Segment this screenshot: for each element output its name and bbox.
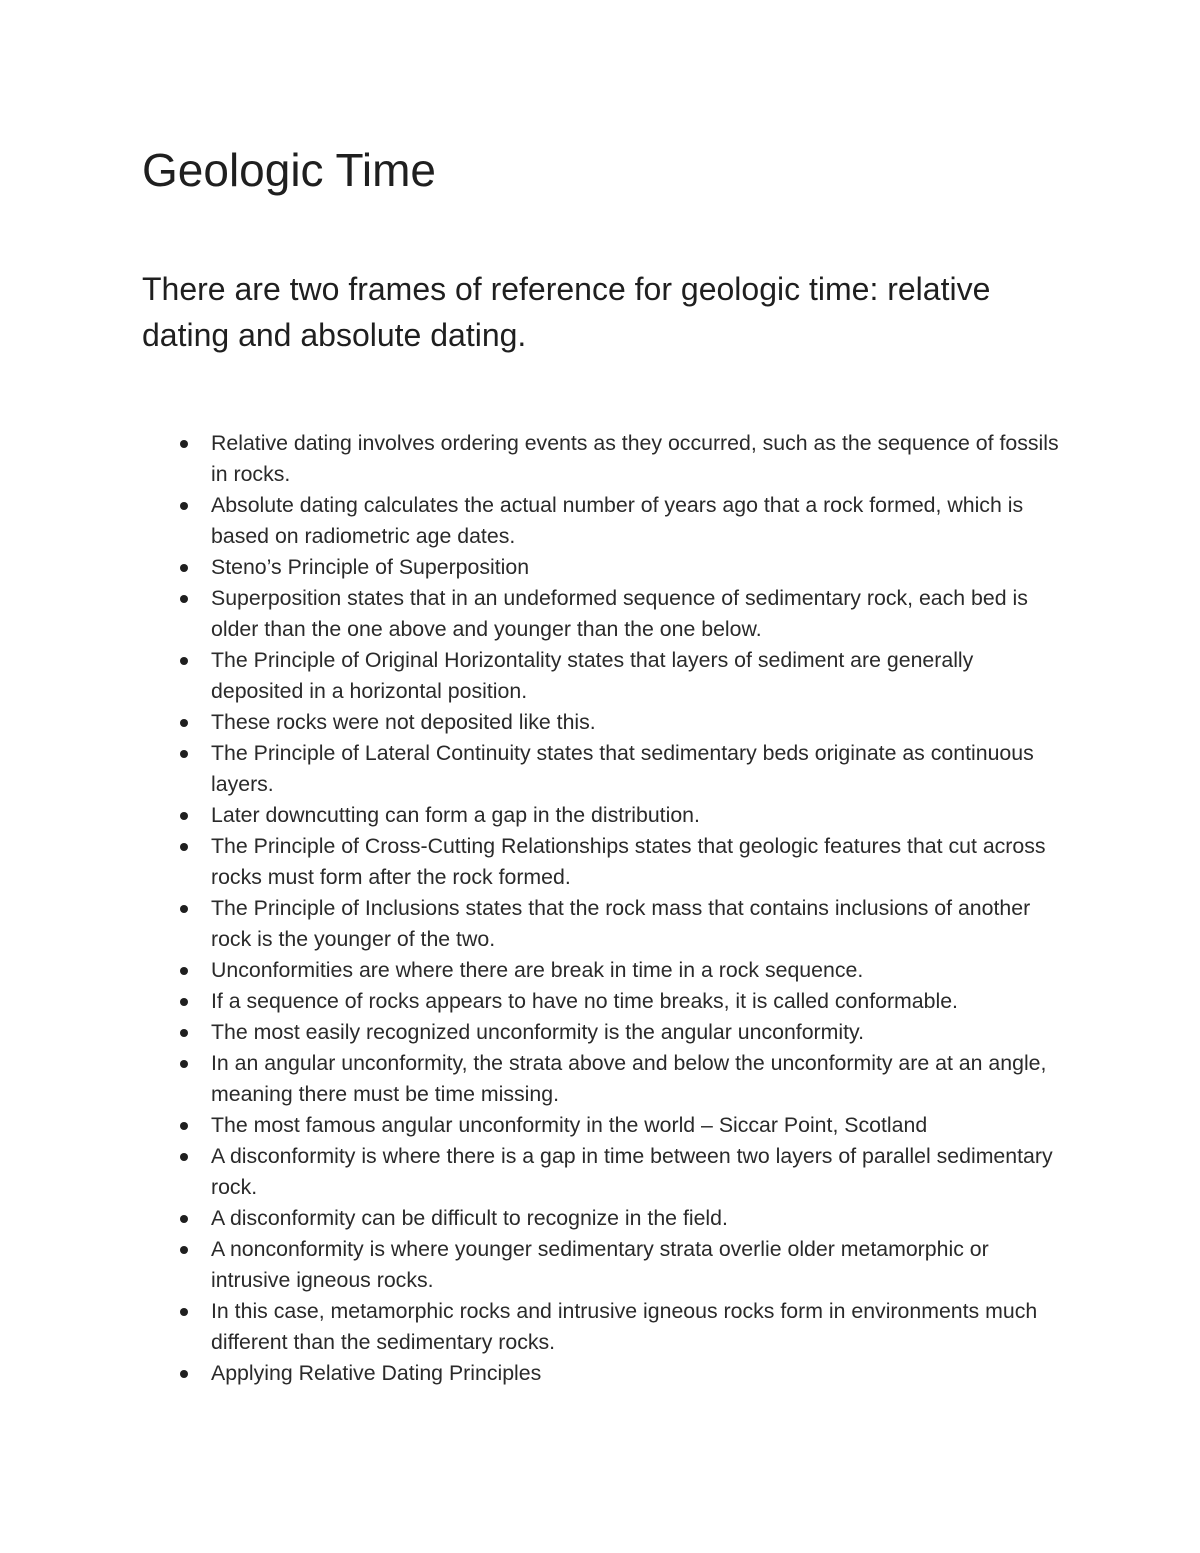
bullet-icon bbox=[180, 750, 188, 758]
bullet-icon bbox=[180, 595, 188, 603]
list-item-text: Absolute dating calculates the actual number of years ago that a rock formed, which is based on radiometric age dates. bbox=[211, 493, 1024, 548]
list-item-text: The most famous angular unconformity in the world – Siccar Point, Scotland bbox=[211, 1113, 928, 1137]
list-item bbox=[0, 893, 1071, 955]
list-item bbox=[0, 552, 1071, 583]
list-item-text: These rocks were not deposited like this. bbox=[211, 710, 596, 734]
bullet-icon bbox=[180, 1029, 188, 1037]
page-title: Geologic Time bbox=[142, 144, 437, 196]
list-item bbox=[0, 707, 1071, 738]
bullet-icon bbox=[180, 843, 188, 851]
list-item bbox=[0, 1017, 1071, 1048]
list-item-text: Steno’s Principle of Superposition bbox=[211, 555, 530, 579]
list-item bbox=[0, 490, 1071, 552]
list-item bbox=[0, 1358, 1071, 1389]
bullet-icon bbox=[180, 440, 188, 448]
list-item-text: Superposition states that in an undeformed sequence of sedimentary rock, each bed is older than the one above and younger than the one below. bbox=[211, 586, 1028, 641]
bullet-icon bbox=[180, 502, 188, 510]
list-item bbox=[0, 986, 1071, 1017]
list-item bbox=[0, 583, 1071, 645]
list-item bbox=[0, 1234, 1071, 1296]
list-item-text: Unconformities are where there are break in time in a rock sequence. bbox=[211, 958, 864, 982]
list-item bbox=[0, 955, 1071, 986]
bullet-icon bbox=[180, 1246, 188, 1254]
list-item-text: A disconformity can be difficult to recognize in the field. bbox=[211, 1206, 728, 1230]
list-item bbox=[0, 428, 1071, 490]
bullet-icon bbox=[180, 1060, 188, 1068]
list-item-text: A disconformity is where there is a gap in time between two layers of parallel sedimentary rock. bbox=[211, 1144, 1053, 1199]
list-item bbox=[0, 800, 1071, 831]
list-item bbox=[0, 1110, 1071, 1141]
list-item-text: The Principle of Inclusions states that the rock mass that contains inclusions of another rock is the younger of the two. bbox=[211, 896, 1031, 951]
list-item bbox=[0, 1048, 1071, 1110]
bullet-icon bbox=[180, 1153, 188, 1161]
list-item-text: Later downcutting can form a gap in the distribution. bbox=[211, 803, 700, 827]
bullet-icon bbox=[180, 657, 188, 665]
bullet-list bbox=[0, 428, 1200, 1389]
list-item bbox=[0, 831, 1071, 893]
list-item-text: A nonconformity is where younger sedimentary strata overlie older metamorphic or intrusive igneous rocks. bbox=[211, 1237, 989, 1292]
bullet-icon bbox=[180, 719, 188, 727]
bullet-icon bbox=[180, 812, 188, 820]
list-item-text: The Principle of Cross-Cutting Relationships states that geologic features that cut across rocks must form after the rock formed. bbox=[211, 834, 1046, 889]
list-item bbox=[0, 645, 1071, 707]
list-item bbox=[0, 1203, 1071, 1234]
bullet-icon bbox=[180, 1215, 188, 1223]
bullet-icon bbox=[180, 1308, 188, 1316]
bullet-icon bbox=[180, 1122, 188, 1130]
list-item-text: The most easily recognized unconformity is the angular unconformity. bbox=[211, 1020, 865, 1044]
list-item-text: In an angular unconformity, the strata above and below the unconformity are at an angle, meaning there must be time missing. bbox=[211, 1051, 1047, 1106]
bullet-icon bbox=[180, 905, 188, 913]
list-item-text: The Principle of Lateral Continuity states that sedimentary beds originate as continuous layers. bbox=[211, 741, 1034, 796]
list-item-text: Applying Relative Dating Principles bbox=[211, 1361, 542, 1385]
bullet-icon bbox=[180, 564, 188, 572]
list-item bbox=[0, 1296, 1071, 1358]
list-item-text: Relative dating involves ordering events as they occurred, such as the sequence of fossils in rocks. bbox=[211, 431, 1059, 486]
bullet-icon bbox=[180, 967, 188, 975]
bullet-icon bbox=[180, 1370, 188, 1378]
list-item-text: In this case, metamorphic rocks and intrusive igneous rocks form in environments much different than the sedimentary rocks. bbox=[211, 1299, 1038, 1354]
list-item bbox=[0, 1141, 1071, 1203]
list-item-text: The Principle of Original Horizontality states that layers of sediment are generally deposited in a horizontal position. bbox=[211, 648, 974, 703]
list-item-text: If a sequence of rocks appears to have no time breaks, it is called conformable. bbox=[211, 989, 958, 1013]
page-subtitle: There are two frames of reference for geologic time: relative dating and absolute dating. bbox=[142, 271, 991, 353]
bullet-icon bbox=[180, 998, 188, 1006]
list-item bbox=[0, 738, 1071, 800]
